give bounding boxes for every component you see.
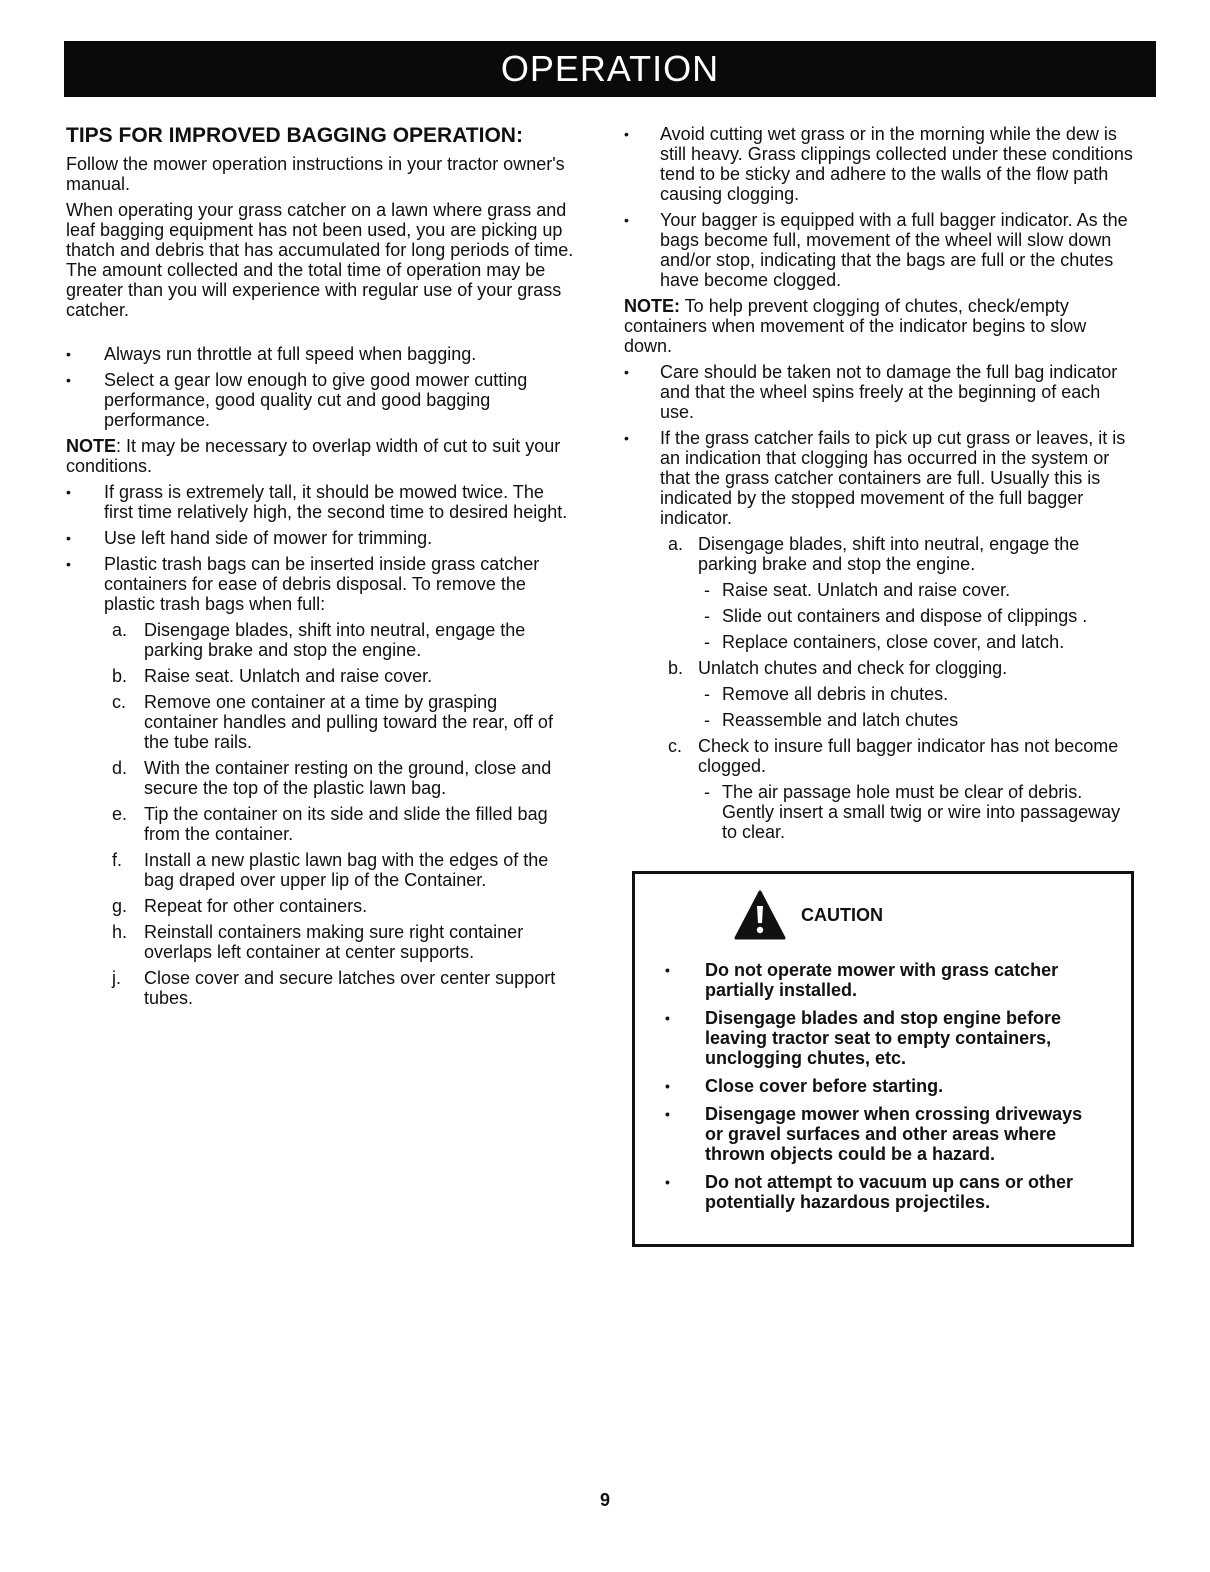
step-item <box>66 968 576 1008</box>
step-text: With the container resting on the ground, close and secure the top of the plastic lawn bag. <box>144 758 552 798</box>
dash-item: - Raise seat. Unlatch and raise cover. <box>624 580 1134 600</box>
note-text: : It may be necessary to overlap width of cut to suit your conditions. <box>66 436 561 476</box>
note-label: NOTE: <box>624 296 680 316</box>
dash-item: - Slide out containers and dispose of clippings . <box>624 606 1134 626</box>
step-label: d. <box>112 758 128 778</box>
bullet-tall-grass: • If grass is extremely tall, it should be mowed twice. The first time relatively high, the second time to desired height. <box>66 482 576 522</box>
step-item <box>66 620 576 660</box>
warning-triangle-icon <box>733 888 787 942</box>
step-text: Close cover and secure latches over center support tubes. <box>144 968 556 1008</box>
step-label: c. <box>668 736 683 756</box>
step-text: Reinstall containers making sure right container overlaps left container at center supports. <box>144 922 524 962</box>
page-number: 9 <box>599 1490 610 1510</box>
step-label: b. <box>112 666 128 686</box>
step-item <box>66 804 576 844</box>
thatch-paragraph: When operating your grass catcher on a lawn where grass and leaf bagging equipment has not been used, you are picking up thatch and debris that has accumulated for long periods of time. The amount collected and the total time of operation may be greater than you will experience with regular use of your grass catcher. <box>66 200 574 320</box>
right-column <box>624 124 1134 848</box>
step-label: b. <box>668 658 684 678</box>
bullet-throttle: • Always run throttle at full speed when bagging. <box>66 344 576 364</box>
left-column <box>66 124 576 1014</box>
step-text: Tip the container on its side and slide the filled bag from the container. <box>144 804 548 844</box>
step-text: Disengage blades, shift into neutral, engage the parking brake and stop the engine. <box>698 534 1080 574</box>
step-item <box>66 666 576 686</box>
bullet-wet-grass: • Avoid cutting wet grass or in the morning while the dew is still heavy. Grass clippings collected under these conditions tend to be sticky and adhere to the walls of the flow path causing clogging. <box>624 124 1134 204</box>
caution-item: • Disengage mower when crossing driveways or gravel surfaces and other areas where thrown objects could be a hazard. <box>665 1104 1105 1164</box>
step-item <box>66 850 576 890</box>
step-item <box>66 922 576 962</box>
dash-item: - Reassemble and latch chutes <box>624 710 1134 730</box>
caution-box <box>632 871 1134 1247</box>
bullet-full-indicator: • Your bagger is equipped with a full bagger indicator. As the bags become full, movement of the wheel will slow down and/or stop, indicating that the bags are full or the chutes have become clogged. <box>624 210 1134 290</box>
caution-item: • Disengage blades and stop engine before leaving tractor seat to empty containers, unclogging chutes, etc. <box>665 1008 1105 1068</box>
step-item <box>66 692 576 752</box>
step-text: Install a new plastic lawn bag with the edges of the bag draped over upper lip of the Container. <box>144 850 549 890</box>
note-overlap <box>66 436 576 476</box>
step-text: Raise seat. Unlatch and raise cover. <box>144 666 433 686</box>
step-item <box>624 534 1134 574</box>
step-label: a. <box>668 534 684 554</box>
bullet-clogging: • If the grass catcher fails to pick up cut grass or leaves, it is an indication that clogging has occurred in the system or that the grass catcher containers are full. Usually this is indicated by the stopped movement of the full bagger indicator. <box>624 428 1134 528</box>
step-label: f. <box>112 850 123 870</box>
note-text: To help prevent clogging of chutes, check/empty containers when movement of the indicator begins to slow down. <box>624 296 1087 356</box>
note-clogging <box>624 296 1134 356</box>
intro-paragraph: Follow the mower operation instructions in your tractor owner's manual. <box>66 154 565 194</box>
step-label: g. <box>112 896 128 916</box>
step-label: c. <box>112 692 127 712</box>
note-label: NOTE <box>66 436 117 456</box>
caution-item: • Do not attempt to vacuum up cans or other potentially hazardous projectiles. <box>665 1172 1105 1212</box>
caution-title: CAUTION <box>801 905 883 925</box>
caution-header <box>733 888 1105 942</box>
section-heading: TIPS FOR IMPROVED BAGGING OPERATION: <box>66 124 523 147</box>
step-text: Remove one container at a time by grasping container handles and pulling toward the rear, off of the tube rails. <box>144 692 553 752</box>
step-item <box>66 896 576 916</box>
dash-item: - Remove all debris in chutes. <box>624 684 1134 704</box>
bullet-trash-bags: • Plastic trash bags can be inserted inside grass catcher containers for ease of debris disposal. To remove the plastic trash bags when full: <box>66 554 576 614</box>
bullet-gear: • Select a gear low enough to give good mower cutting performance, good quality cut and good bagging performance. <box>66 370 576 430</box>
step-text: Check to insure full bagger indicator has not become clogged. <box>698 736 1119 776</box>
dash-item: - The air passage hole must be clear of debris. Gently insert a small twig or wire into passageway to clear. <box>624 782 1134 842</box>
step-text: Repeat for other containers. <box>144 896 368 916</box>
step-item <box>66 758 576 798</box>
step-text: Unlatch chutes and check for clogging. <box>698 658 1008 678</box>
step-item <box>624 658 1134 678</box>
step-label: e. <box>112 804 128 824</box>
dash-item: - Replace containers, close cover, and latch. <box>624 632 1134 652</box>
step-text: Disengage blades, shift into neutral, engage the parking brake and stop the engine. <box>144 620 526 660</box>
bullet-care-indicator: • Care should be taken not to damage the full bag indicator and that the wheel spins freely at the beginning of each use. <box>624 362 1134 422</box>
caution-item: • Do not operate mower with grass catcher partially installed. <box>665 960 1105 1000</box>
step-label: j. <box>112 968 121 988</box>
step-label: a. <box>112 620 128 640</box>
step-item <box>624 736 1134 776</box>
step-label: h. <box>112 922 128 942</box>
bullet-trimming: • Use left hand side of mower for trimming. <box>66 528 576 548</box>
caution-item: • Close cover before starting. <box>665 1076 1105 1096</box>
section-banner: OPERATION <box>64 41 1156 97</box>
